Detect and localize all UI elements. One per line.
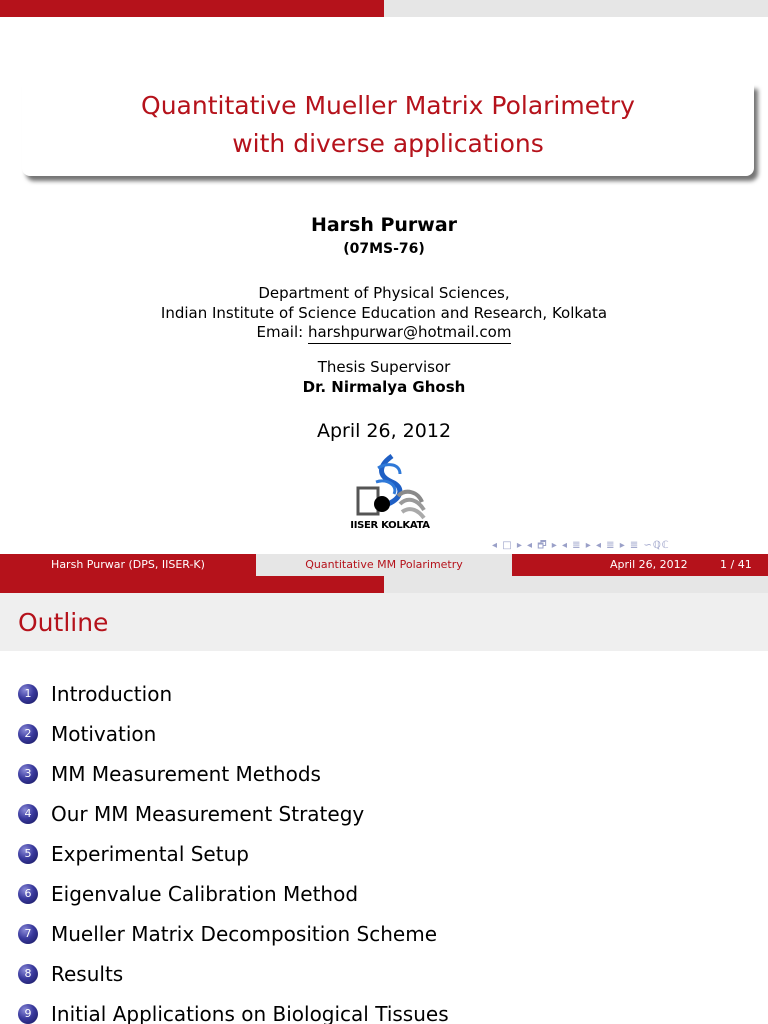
number-ball-icon: 9 [18, 1004, 38, 1024]
title-box [22, 84, 754, 176]
number-ball-icon: 8 [18, 964, 38, 984]
outline-item[interactable] [18, 874, 449, 914]
outline-item[interactable] [18, 994, 449, 1024]
number-ball-icon: 2 [18, 724, 38, 744]
number-ball-icon: 3 [18, 764, 38, 784]
author-name: Harsh Purwar [310, 214, 458, 236]
outline-item-label: Introduction [51, 682, 173, 706]
top-bar-2-red [0, 576, 384, 593]
outline-slide [0, 576, 768, 1024]
outline-item[interactable] [18, 674, 449, 714]
outline-item[interactable] [18, 914, 449, 954]
outline-item[interactable] [18, 834, 449, 874]
presentation-date: April 26, 2012 [316, 420, 452, 442]
frame-title-bar [0, 593, 768, 651]
outline-list [18, 674, 449, 1024]
outline-item-label: Eigenvalue Calibration Method [51, 882, 359, 906]
footer-bar [0, 554, 768, 576]
footer-date: April 26, 2012 [610, 558, 688, 571]
top-bar-2 [0, 576, 768, 593]
footer-title: Quantitative MM Polarimetry [256, 554, 512, 576]
top-bar-2-grey [384, 576, 768, 593]
top-bar-red [0, 0, 384, 17]
affiliation [0, 283, 768, 323]
outline-item[interactable] [18, 954, 449, 994]
number-ball-icon: 7 [18, 924, 38, 944]
outline-item-label: Initial Applications on Biological Tissues [51, 1002, 449, 1024]
outline-item-label: Results [51, 962, 124, 986]
footer-author: Harsh Purwar (DPS, IISER-K) [0, 554, 256, 576]
footer-right [512, 554, 768, 576]
dept-line-1: Department of Physical Sciences, [258, 284, 510, 302]
top-bar-grey [384, 0, 768, 17]
title-line-1: Quantitative Mueller Matrix Polarimetry [141, 91, 635, 120]
title-line-2: with diverse applications [232, 129, 544, 158]
outline-item[interactable] [18, 714, 449, 754]
email-line [0, 323, 768, 341]
number-ball-icon: 1 [18, 684, 38, 704]
outline-item-label: MM Measurement Methods [51, 762, 321, 786]
footer-page: 1 / 41 [720, 558, 752, 571]
supervisor-label: Thesis Supervisor [317, 358, 451, 376]
beamer-nav-symbols[interactable]: ◂ □ ▸ ◂ 🗗 ▸ ◂ ≣ ▸ ◂ ≣ ▸ ≣ ∽ℚℂ [492, 540, 670, 551]
email-label: Email: [256, 323, 304, 341]
dept-line-2: Indian Institute of Science Education and Research, Kolkata [160, 304, 608, 322]
number-ball-icon: 6 [18, 884, 38, 904]
frame-title: Outline [18, 608, 109, 637]
top-bar [0, 0, 768, 17]
roll-number: (07MS-76) [343, 241, 425, 257]
outline-item-label: Our MM Measurement Strategy [51, 802, 365, 826]
outline-item[interactable] [18, 754, 449, 794]
email-link[interactable]: harshpurwar@hotmail.com [308, 323, 512, 344]
logo-text: IISER KOLKATA [350, 520, 430, 531]
number-ball-icon: 5 [18, 844, 38, 864]
supervisor-name: Dr. Nirmalya Ghosh [302, 378, 466, 396]
outline-item-label: Experimental Setup [51, 842, 249, 866]
number-ball-icon: 4 [18, 804, 38, 824]
outline-item-label: Motivation [51, 722, 157, 746]
outline-item[interactable] [18, 794, 449, 834]
outline-item-label: Mueller Matrix Decomposition Scheme [51, 922, 438, 946]
